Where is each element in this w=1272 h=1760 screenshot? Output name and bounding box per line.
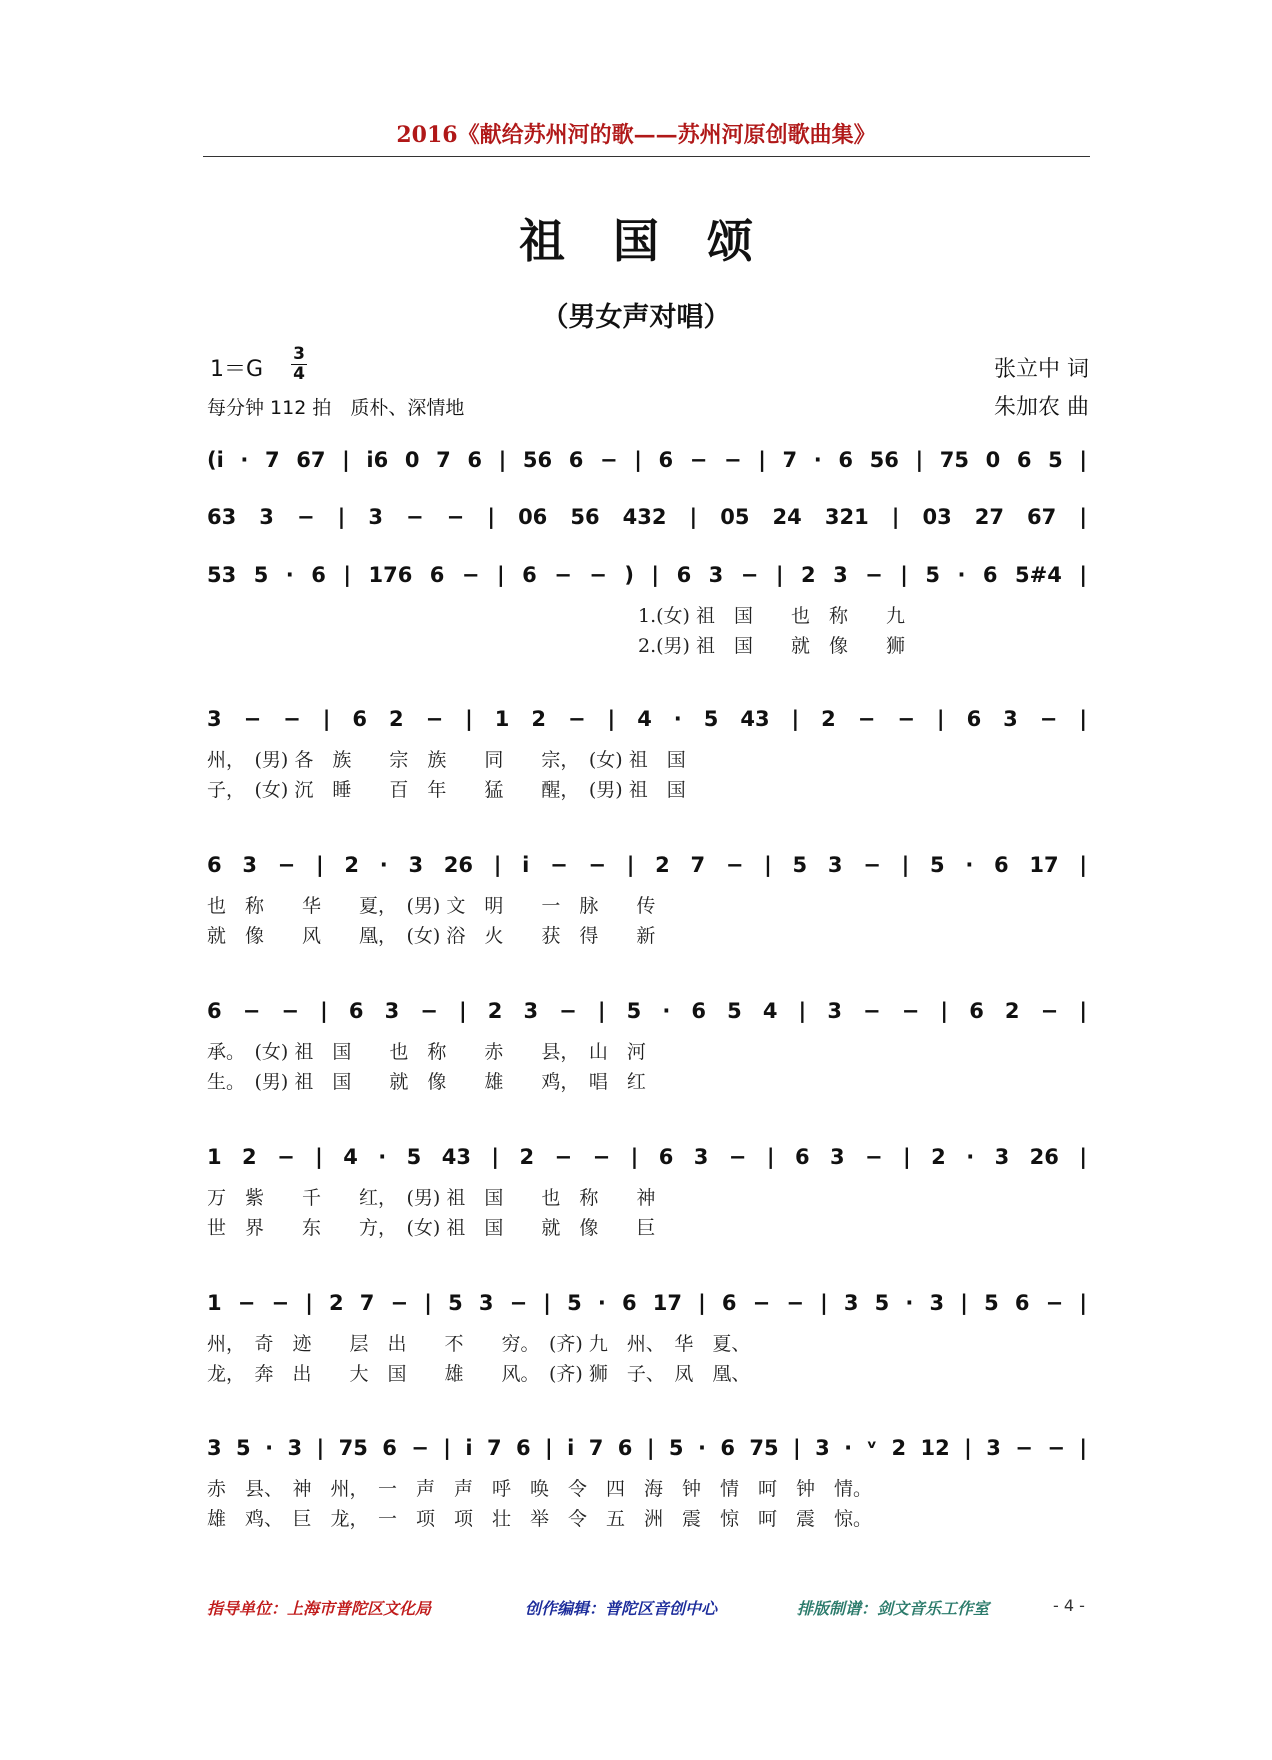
lyric-line-1: [203, 1329, 1090, 1355]
lyric-text: 雄 鸡、 巨 龙， 一 项 项 壮 举 令 五 洲 震 惊 呵 震 惊。: [207, 1508, 873, 1530]
header-rule: [203, 156, 1090, 157]
lyric-text: 2.(男) 祖 国 就 像 狮: [638, 635, 905, 657]
composer-credit: 朱加农 曲: [994, 395, 1089, 420]
tempo-marking: 每分钟 112 拍 质朴、深情地: [207, 397, 465, 419]
footer-typeset: 排版制谱：剑文音乐工作室: [797, 1599, 990, 1618]
key-signature: 1＝G: [210, 357, 264, 382]
lyric-line-2: [203, 631, 1090, 657]
notation-text: 6 3 − | 2 · 3 26 | i − − | 2 7 − | 5 3 − | 5 · 6 17 |: [207, 853, 1087, 877]
lyric-line-2: [203, 1504, 1090, 1530]
lyric-text: 龙， 奔 出 大 国 雄 风。 (齐) 狮 子、 凤 凰、: [207, 1363, 751, 1385]
lyric-text: 承。 (女) 祖 国 也 称 赤 县， 山 河: [207, 1041, 646, 1063]
song-subtitle: （男女声对唱）: [541, 302, 731, 333]
lyric-line-1: [203, 1474, 1090, 1500]
lyric-text: 子， (女) 沉 睡 百 年 猛 醒， (男) 祖 国: [207, 779, 686, 801]
notation-text: 6 − − | 6 3 − | 2 3 − | 5 · 6 5 4 | 3 − − | 6 2 − |: [207, 999, 1087, 1023]
lyric-text: 世 界 东 方， (女) 祖 国 就 像 巨: [207, 1217, 656, 1239]
lyric-line-1: [203, 1037, 1090, 1063]
time-sig-bottom: 4: [291, 364, 307, 384]
lyric-line-2: [203, 1213, 1090, 1239]
notation-text: 1 − − | 2 7 − | 5 3 − | 5 · 6 17 | 6 − − | 3 5 · 3 | 5 6 − |: [207, 1291, 1087, 1315]
lyric-text: 赤 县、 神 州， 一 声 声 呼 唤 令 四 海 钟 情 呵 钟 情。: [207, 1478, 873, 1500]
notation-text: 3 − − | 6 2 − | 1 2 − | 4 · 5 43 | 2 − − | 6 3 − |: [207, 707, 1087, 731]
notation-line: [203, 999, 1090, 1029]
lyric-text: 州， 奇 迹 层 出 不 穷。 (齐) 九 州、 华 夏、: [207, 1333, 751, 1355]
lyric-line-1: [203, 891, 1090, 917]
lyric-line-1: [203, 1183, 1090, 1209]
notation-line: [203, 1436, 1090, 1466]
notation-text: 3 5 · 3 | 75 6 − | i 7 6 | i 7 6 | 5 · 6 75 | 3 · ᵛ 2 12 | 3 − − |: [207, 1436, 1087, 1460]
notation-text: 63 3 − | 3 − − | 06 56 432 | 05 24 321 | 03 27 67 |: [207, 505, 1087, 529]
time-sig-top: 3: [293, 344, 305, 364]
lyric-text: 州， (男) 各 族 宗 族 同 宗， (女) 祖 国: [207, 749, 686, 771]
lyric-text: 也 称 华 夏， (男) 文 明 一 脉 传: [207, 895, 656, 917]
lyric-line-2: [203, 1359, 1090, 1385]
notation-line: [203, 448, 1090, 478]
notation-line: [203, 505, 1090, 535]
notation-line: [203, 853, 1090, 883]
notation-line: [203, 563, 1090, 593]
lyricist-credit: 张立中 词: [994, 357, 1089, 382]
notation-text: 1 2 − | 4 · 5 43 | 2 − − | 6 3 − | 6 3 − | 2 · 3 26 |: [207, 1145, 1087, 1169]
lyric-text: 万 紫 千 红， (男) 祖 国 也 称 神: [207, 1187, 656, 1209]
lyric-line-1: [203, 601, 1090, 627]
lyric-text: 1.(女) 祖 国 也 称 九: [638, 605, 905, 627]
notation-text: 53 5 · 6 | 176 6 − | 6 − − ) | 6 3 − | 2 3 − | 5 · 6 5#4 |: [207, 563, 1087, 587]
lyric-text: 就 像 风 凰， (女) 浴 火 获 得 新: [207, 925, 656, 947]
notation-line: [203, 707, 1090, 737]
lyric-line-2: [203, 1067, 1090, 1093]
song-title: 祖国颂: [519, 214, 801, 268]
collection-header: 2016《献给苏州河的歌——苏州河原创歌曲集》: [396, 122, 876, 148]
notation-line: [203, 1145, 1090, 1175]
footer-edit: 创作编辑：普陀区音创中心: [525, 1599, 718, 1618]
lyric-text: 生。 (男) 祖 国 就 像 雄 鸡， 唱 红: [207, 1071, 646, 1093]
time-signature: [291, 345, 307, 384]
page-number: - 4 -: [1053, 1596, 1085, 1615]
lyric-line-2: [203, 775, 1090, 801]
lyric-line-2: [203, 921, 1090, 947]
lyric-line-1: [203, 745, 1090, 771]
footer-guide: 指导单位：上海市普陀区文化局: [207, 1599, 432, 1618]
notation-line: [203, 1291, 1090, 1321]
notation-text: (i · 7 67 | i6 0 7 6 | 56 6 − | 6 − − | 7 · 6 56 | 75 0 6 5 |: [207, 448, 1087, 472]
